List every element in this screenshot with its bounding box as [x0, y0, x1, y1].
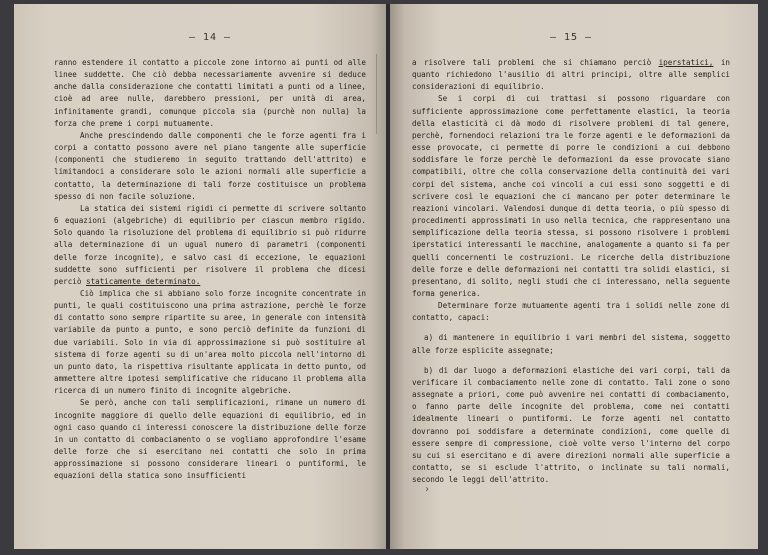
right-page: [390, 4, 758, 549]
paragraph: Determinare forze mutuamente agenti tra i solidi nelle zone di contatto, capaci:: [412, 301, 730, 323]
paragraph: [54, 203, 366, 288]
paragraph: Se i corpi di cui trattasi si possono riguardare con sufficiente approssimazione come perfettamente elastici, la teoria della elasticità ci dà modo di risolvere problemi di tal genere, perchè, fornendoci relazioni tra le forze agenti e le deformazioni da esse provocate, ci permette di porre le condizioni a cui debbono soddisfare le forze perchè le deformazioni da esse provocate siano compatibili, oltre che colla conservazione della continuità dei vari corpi del sistema, anche coi vincoli a cui essi sono soggetti e di scrivere così le equazioni che ci mancano per poter determinare le reazioni vincolari. Valendosi dunque di detta teoria, o più spesso di procedimenti approssimati in uso nella tecnica, che rappresentano una semplificazione della teoria stessa, si possono risolvere i problemi iperstatici interessanti le macchine, analogamente a quanto si fa per quelli concernenti le costruzioni. Le ricerche della distribuzione delle forze e delle deformazioni nei contatti tra solidi elastici, si presentano, di solito, negli studi che ci interessano, nella seguente forma generica.: [412, 94, 730, 298]
pencil-mark-icon: ›: [424, 484, 431, 495]
paragraph: Ciò implica che si abbiano solo forze incognite concentrate in punti, le quali costituiscono una prima astrazione, perchè le forze di contatto sono sempre ripartite su aree, in generale con intensità variabile da punto a punto, e sono perciò definite da funzioni di due variabili. Solo in via di approssimazione si può sostituire al sistema di forze agenti su di un'area molto piccola nell'intorno di un punto dato, la rispettiva risultante applicata in detto punto, od ammettere altre ipotesi semplificative che riducano il problema alla ricerca di un numero finito di incognite algebriche.: [54, 288, 366, 396]
paragraph: Se però, anche con tali semplificazioni, rimane un numero di incognite maggiore di quello delle equazioni di equilibrio, ed in ogni caso quando ci interessi conoscere la distribuzione delle forze in un contatto di combaciamento o se vogliamo approfondire l'esame delle forze che si esercitano nei contatti che solo in prima approssimazione si possono considerare lineari o puntiformi, le equazioni della statica sono insufficienti: [54, 398, 366, 481]
paragraph: ranno estendere il contatto a piccole zone intorno ai punti od alle linee suddette. Che ciò debba necessariamente avvenire si deduce anche dalla considerazione che contatti limitati a punti od a linee, cioè ad aree nulle, darebbero pressioni, per unità di area, infinitamente grandi, comunque piccola sia (purchè non nulla) la forza che preme i corpi mutuamente.: [54, 58, 366, 128]
item-text: a) di mantenere in equilibrio i vari membri del sistema,: [424, 333, 688, 343]
item-text: soggetto alle forze esplicite assegnate;: [412, 333, 731, 355]
paragraph: Anche prescindendo dalle componenti che le forze agenti fra i corpi a contatto possono avere nel piano tangente alle superficie (componenti che studieremo in seguito trattando dell'attrito) e limitandoci a considerare solo le azioni normali alle superficie a contatto, la determinazione di tali forze costituisce un problema spesso di non facile soluzione.: [54, 130, 366, 201]
paragraph-text: in quanto richiedono l'ausilio di altri principi, oltre alle semplici considerazioni di equilibrio.: [412, 58, 730, 92]
page-number: — 15 —: [549, 32, 593, 43]
underlined-term: iperstatici,: [658, 58, 714, 67]
underlined-term: staticamente determinato.: [86, 276, 201, 286]
open-book: [14, 4, 758, 549]
list-item: b) di dar luogo a deformazioni elastiche dei vari corpi, tali da verificare il combaciamento nelle zone di contatto. Tali zone o sono assegnate a priori, come può avvenire nei contatti di combaciamento, o fanno parte delle incognite del problema, come nei contatti idealmente lineari o puntiformi. Le forze agenti nel contatto dovranno poi soddisfare a determinate condizioni, come quelle di essere sempre di compressione, cioè volte verso l'interno del corpo su cui si esercitano e di avere direzioni normali alle superficie a contatto, se si esclude l'attrito, o inclinate su tali normali, secondo le leggi dell'attrito.: [412, 365, 730, 485]
pencil-margin-line: [376, 54, 377, 134]
paragraph-text: La statica dei sistemi rigidi ci permette di scrivere soltanto 6 equazioni (algebriche) di equilibrio per ciascun membro rigido. Solo quando la risoluzione del problema di equilibrio si può ridurre alla determinazione di un ugual numero di parametri (componenti delle forze incognite), e salvo casi di eccezione, le equazioni suddette sono sufficienti per risolvere il problema che dicesi perciò: [54, 203, 366, 286]
left-page: [14, 4, 386, 549]
page-text: [54, 57, 366, 482]
paragraph-text: a risolvere tali problemi che si chiamano perciò: [412, 58, 652, 67]
paragraph: [412, 57, 730, 93]
list-item: [412, 332, 730, 356]
page-text: [412, 57, 730, 486]
page-number: — 14 —: [188, 32, 232, 43]
